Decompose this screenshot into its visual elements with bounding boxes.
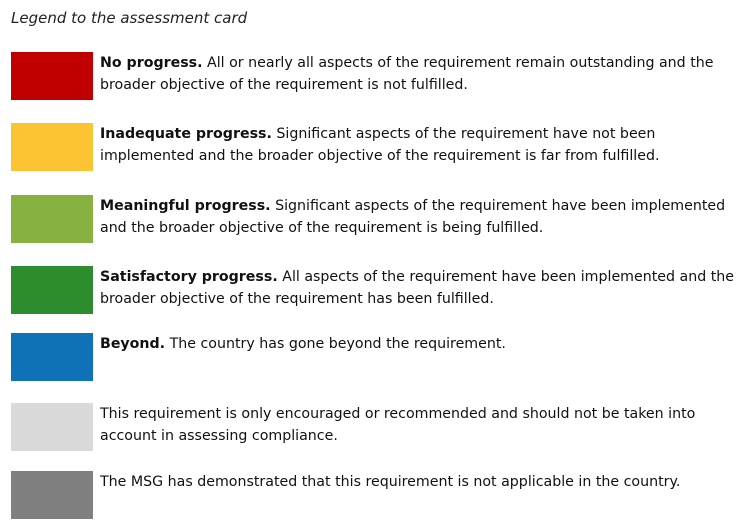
legend-item-label: Meaningful progress. (100, 198, 271, 214)
legend-item-text (100, 52, 739, 96)
legend-item-text (100, 123, 739, 167)
legend-item-not-applicable (11, 471, 739, 519)
color-swatch-dark-grey (11, 471, 93, 519)
legend-item-text (100, 471, 739, 493)
legend-item-beyond (11, 333, 739, 381)
legend-item-no-progress (11, 52, 739, 100)
legend-item-text (100, 266, 739, 310)
legend-item-description: All aspects of the requirement have been implemented and the broader objective of the requirement has been fulfilled. (100, 269, 735, 307)
legend-item-description: Significant aspects of the requirement have not been implemented and the broader objective of the requirement is far from fulfilled. (100, 126, 660, 164)
legend-item-inadequate-progress (11, 123, 739, 171)
legend-item-description: Significant aspects of the requirement have been implemented and the broader objective of the requirement is being fulfilled. (100, 198, 726, 236)
legend-item-label: Beyond. (100, 336, 166, 352)
color-swatch-light-green (11, 195, 93, 243)
color-swatch-dark-green (11, 266, 93, 314)
legend-item-satisfactory-progress (11, 266, 739, 314)
color-swatch-yellow (11, 123, 93, 171)
legend-item-description: All or nearly all aspects of the requirement remain outstanding and the broader objective of the requirement is not fulfilled. (100, 55, 714, 93)
color-swatch-light-grey (11, 403, 93, 451)
legend-item-label: No progress. (100, 55, 203, 71)
legend-item-text (100, 333, 739, 355)
legend-item-encouraged (11, 403, 739, 451)
color-swatch-red (11, 52, 93, 100)
legend-item-label: Inadequate progress. (100, 126, 272, 142)
legend-item-description: The country has gone beyond the requirement. (169, 336, 506, 352)
color-swatch-blue (11, 333, 93, 381)
legend-item-label: Satisfactory progress. (100, 269, 278, 285)
legend-title: Legend to the assessment card (11, 9, 248, 27)
legend-item-text (100, 195, 739, 239)
legend-item-description: This requirement is only encouraged or recommended and should not be taken into account in assessing compliance. (100, 406, 696, 444)
legend-item-description: The MSG has demonstrated that this requirement is not applicable in the country. (100, 474, 681, 490)
legend-item-meaningful-progress (11, 195, 739, 243)
legend-item-text (100, 403, 739, 447)
